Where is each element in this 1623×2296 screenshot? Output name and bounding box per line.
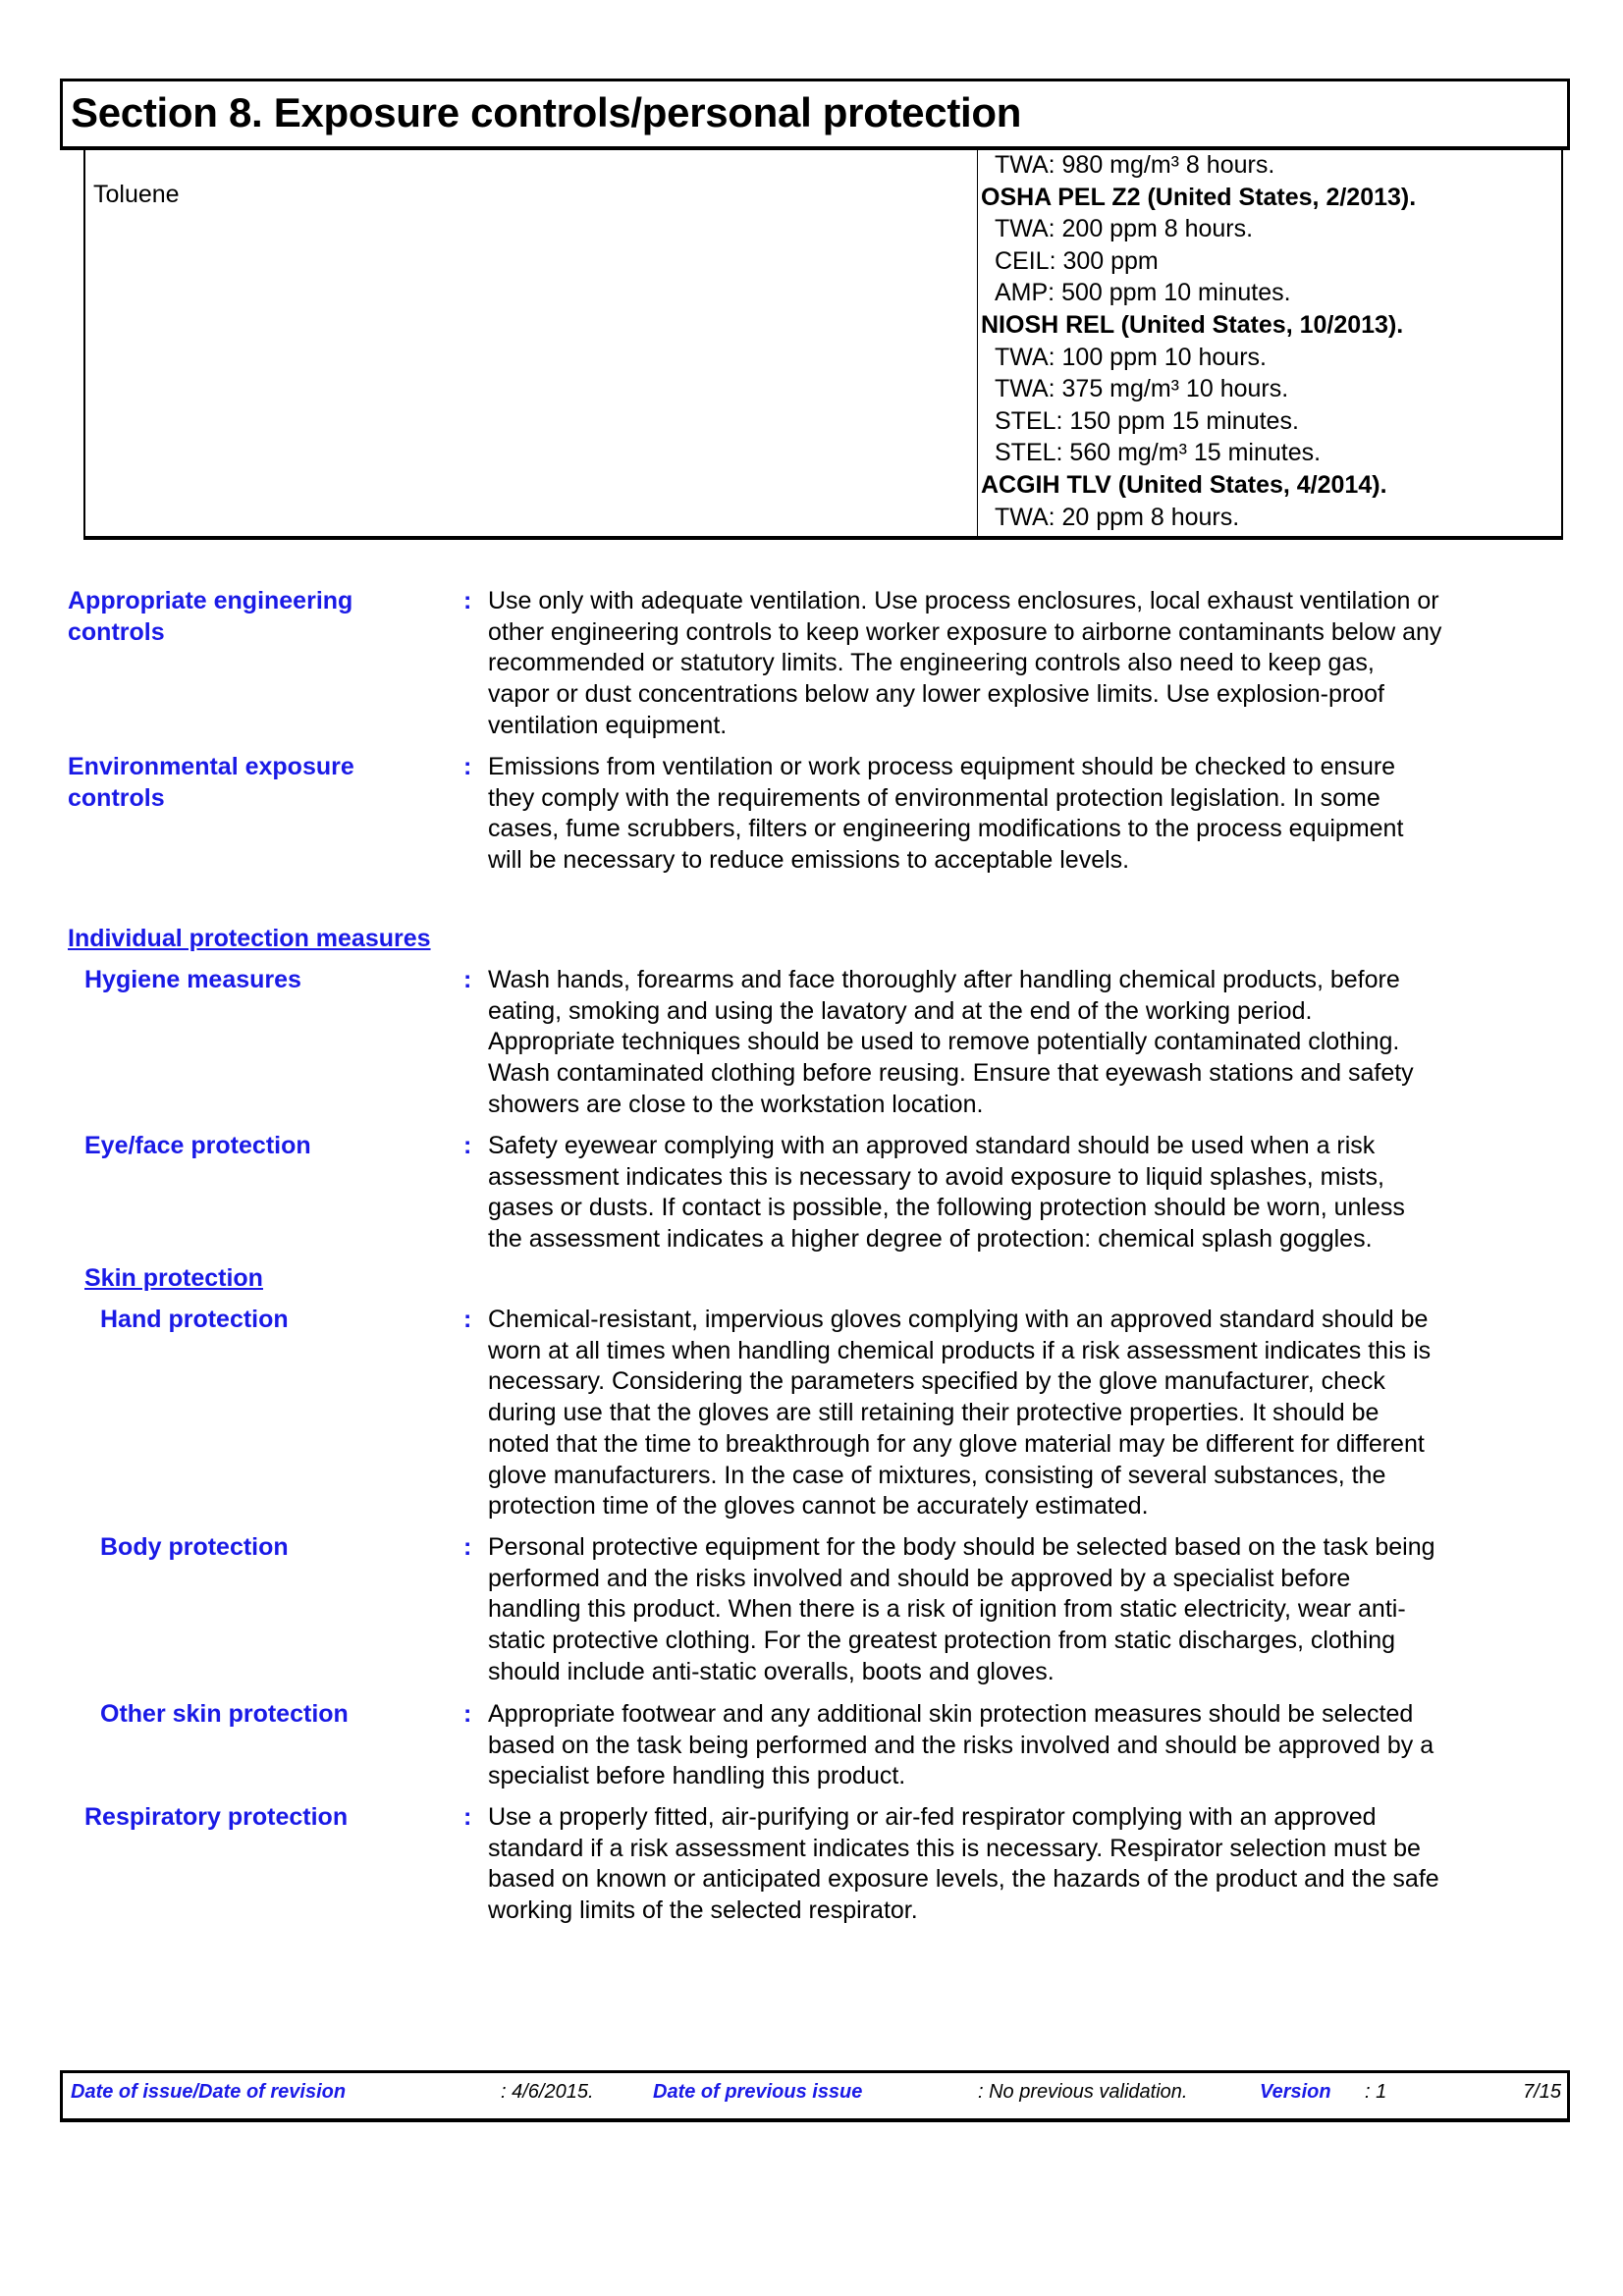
item-text-line: working limits of the selected respirator. — [488, 1896, 918, 1925]
item-text-line: Safety eyewear complying with an approved standard should be used when a risk — [488, 1132, 1376, 1159]
limit-value: STEL: 150 ppm 15 minutes. — [995, 406, 1299, 435]
item-text — [488, 1802, 1439, 1927]
item-text-line: vapor or dust concentrations below any lower explosive limits. Use explosion-proof — [488, 680, 1384, 709]
item-text-line: based on the task being performed and the risks involved and should be approved by a — [488, 1731, 1434, 1759]
item-label-line: Hand protection — [100, 1306, 289, 1333]
colon-separator: : — [463, 1306, 472, 1333]
item-text-line: protection time of the gloves cannot be accurately estimated. — [488, 1492, 1149, 1521]
item-label-line: Body protection — [100, 1533, 289, 1561]
colon-separator: : — [463, 1700, 472, 1728]
subsection-heading-text: Skin protection — [84, 1264, 263, 1292]
item-text — [488, 1699, 1434, 1792]
item-text — [488, 1131, 1405, 1255]
section-title: Section 8. Exposure controls/personal protection — [71, 89, 1022, 135]
limit-value: CEIL: 300 ppm — [995, 246, 1159, 275]
item-text-line: standard if a risk assessment indicates this is necessary. Respirator selection must be — [488, 1834, 1421, 1862]
colon-separator: : — [463, 1533, 472, 1561]
item-label — [84, 1131, 311, 1162]
colon-separator: : — [463, 1132, 472, 1159]
item-label-line: Hygiene measures — [84, 966, 301, 993]
item-label — [68, 752, 354, 814]
limit-source-heading: ACGIH TLV (United States, 4/2014). — [981, 470, 1387, 499]
item-label-line: Eye/face protection — [84, 1132, 311, 1159]
limit-value: STEL: 560 mg/m³ 15 minutes. — [995, 439, 1322, 467]
item-text — [488, 1305, 1431, 1522]
item-text-line: worn at all times when handling chemical products if a risk assessment indicates this is — [488, 1336, 1432, 1364]
item-text-line: Chemical-resistant, impervious gloves complying with an approved standard should be — [488, 1306, 1429, 1333]
item-text-line: gases or dusts. If contact is possible, the following protection should be worn, unless — [488, 1194, 1405, 1222]
item-text-line: should include anti-static overalls, boots and gloves. — [488, 1657, 1055, 1685]
item-text-line: handling this product. When there is a risk of ignition from static electricity, wear anti- — [488, 1595, 1406, 1624]
item-label — [68, 586, 352, 648]
previous-issue-value: : No previous validation. — [978, 2081, 1188, 2103]
item-text-line: will be necessary to reduce emissions to acceptable levels. — [488, 846, 1130, 875]
item-text-line: Use a properly fitted, air-purifying or air-fed respirator complying with an approved — [488, 1803, 1377, 1831]
item-text-line: necessary. Considering the parameters specified by the glove manufacturer, check — [488, 1367, 1385, 1396]
version-label: Version — [1260, 2081, 1331, 2103]
colon-separator: : — [463, 753, 472, 780]
item-text-line: noted that the time to breakthrough for any glove material may be different for different — [488, 1429, 1425, 1458]
limit-value: AMP: 500 ppm 10 minutes. — [995, 279, 1291, 307]
item-label-line: Environmental exposure — [68, 753, 354, 780]
subsection-heading-text: Individual protection measures — [68, 925, 431, 952]
item-text-line: based on known or anticipated exposure levels, the hazards of the product and the safe — [488, 1865, 1439, 1894]
item-label-line: Respiratory protection — [84, 1803, 349, 1831]
substance-name: Toluene — [93, 181, 180, 208]
item-text-line: recommended or statutory limits. The engineering controls also need to keep gas, — [488, 649, 1375, 677]
item-text — [488, 586, 1441, 742]
exposure-limits-table — [83, 147, 1563, 540]
page-number: 7/15 — [1523, 2081, 1561, 2103]
item-text-line: glove manufacturers. In the case of mixtures, consisting of several substances, the — [488, 1461, 1386, 1489]
item-label-line: controls — [68, 783, 165, 812]
limit-value: TWA: 200 ppm 8 hours. — [995, 215, 1254, 243]
item-text-line: Wash contaminated clothing before reusing. Ensure that eyewash stations and safety — [488, 1059, 1414, 1088]
item-text-line: the assessment indicates a higher degree of protection: chemical splash goggles. — [488, 1225, 1373, 1254]
item-text-line: ventilation equipment. — [488, 711, 728, 739]
issue-date-value: : 4/6/2015. — [501, 2081, 594, 2103]
item-text-line: Appropriate footwear and any additional skin protection measures should be selected — [488, 1700, 1414, 1728]
item-text-line: they comply with the requirements of environmental protection legislation. In some — [488, 783, 1380, 812]
item-text-line: static protective clothing. For the greatest protection from static discharges, clothing — [488, 1627, 1396, 1655]
colon-separator: : — [463, 1803, 472, 1831]
item-text — [488, 965, 1414, 1121]
item-label-line: Appropriate engineering — [68, 587, 353, 614]
item-label — [100, 1305, 289, 1336]
version-value: : 1 — [1365, 2081, 1387, 2103]
item-label — [100, 1699, 349, 1731]
colon-separator: : — [463, 966, 472, 993]
item-label — [84, 965, 301, 996]
limit-value: TWA: 100 ppm 10 hours. — [995, 343, 1267, 371]
item-text-line: Personal protective equipment for the body should be selected based on the task being — [488, 1533, 1435, 1561]
item-text-line: performed and the risks involved and should be approved by a specialist before — [488, 1564, 1351, 1592]
item-text — [488, 752, 1403, 877]
item-label — [84, 1802, 348, 1834]
exposure-limits-list — [981, 149, 1416, 533]
item-text — [488, 1532, 1435, 1688]
item-label-line: controls — [68, 617, 165, 646]
limit-value: TWA: 980 mg/m³ 8 hours. — [995, 151, 1275, 179]
limit-value: TWA: 375 mg/m³ 10 hours. — [995, 375, 1289, 403]
item-text-line: Appropriate techniques should be used to remove potentially contaminated clothing. — [488, 1028, 1400, 1056]
item-label — [100, 1532, 289, 1564]
item-text-line: other engineering controls to keep worker exposure to airborne contaminants below any — [488, 617, 1442, 646]
limit-value: TWA: 20 ppm 8 hours. — [995, 503, 1240, 531]
item-text-line: Wash hands, forearms and face thoroughly after handling chemical products, before — [488, 966, 1400, 993]
limit-source-heading: OSHA PEL Z2 (United States, 2/2013). — [981, 183, 1417, 211]
previous-issue-label: Date of previous issue — [653, 2081, 863, 2103]
issue-date-label: Date of issue/Date of revision — [71, 2081, 347, 2103]
item-text-line: during use that the gloves are still retaining their protective properties. It should be — [488, 1399, 1380, 1427]
item-text-line: assessment indicates this is necessary to avoid exposure to liquid splashes, mists, — [488, 1162, 1384, 1191]
limit-source-heading: NIOSH REL (United States, 10/2013). — [981, 310, 1404, 339]
item-text-line: Emissions from ventilation or work process equipment should be checked to ensure — [488, 753, 1396, 780]
colon-separator: : — [463, 587, 472, 614]
item-text-line: eating, smoking and using the lavatory and at the end of the working period. — [488, 996, 1313, 1025]
item-text-line: specialist before handling this product. — [488, 1762, 906, 1790]
footer — [60, 2070, 1570, 2122]
column-divider — [977, 147, 978, 536]
section-header — [60, 79, 1570, 150]
item-text-line: cases, fume scrubbers, filters or engineering modifications to the process equipment — [488, 815, 1404, 843]
item-label-line: Other skin protection — [100, 1700, 349, 1728]
item-text-line: Use only with adequate ventilation. Use process enclosures, local exhaust ventilation or — [488, 587, 1439, 614]
item-text-line: showers are close to the workstation location. — [488, 1090, 984, 1118]
